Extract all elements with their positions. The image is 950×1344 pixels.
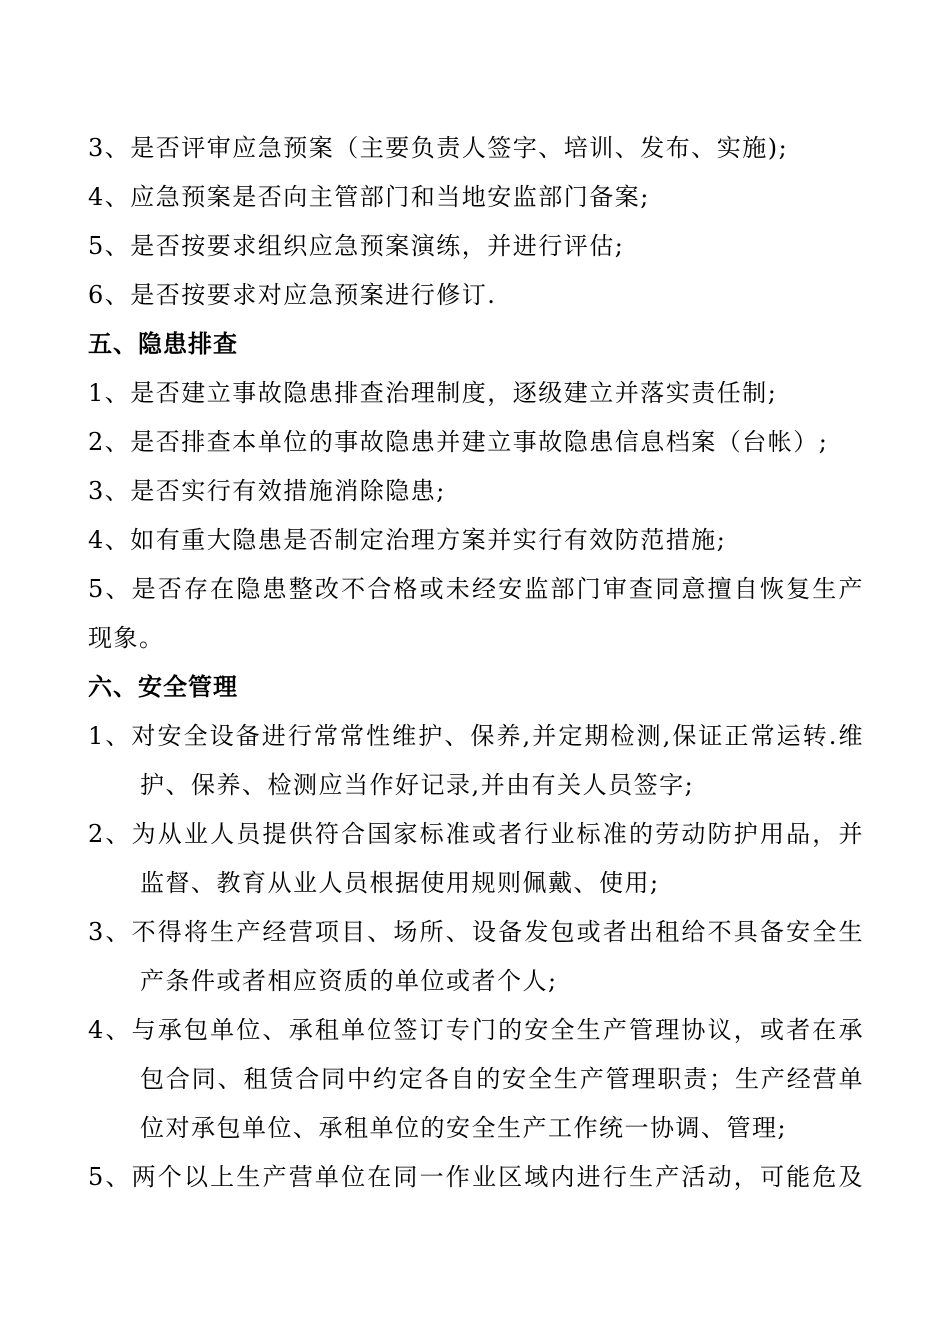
item-line: 1、是否建立事故隐患排查治理制度，逐级建立并落实责任制; (88, 379, 778, 407)
item-line: 1、对安全设备进行常常性维护、保养,并定期检测,保证正常运转.维 (88, 722, 864, 750)
item-line-continuation: 护、保养、检测应当作好记录,并由有关人员签字; (140, 771, 695, 799)
item-line: 4、如有重大隐患是否制定治理方案并实行有效防范措施; (88, 526, 727, 554)
item-line-continuation: 监督、教育从业人员根据使用规则佩戴、使用; (140, 869, 660, 897)
item-line: 3、不得将生产经营项目、场所、设备发包或者出租给不具备安全生 (88, 918, 864, 946)
item-line: 5、两个以上生产营单位在同一作业区域内进行生产活动，可能危及 (88, 1163, 864, 1191)
section-heading: 六、安全管理 (88, 673, 238, 701)
item-line: 3、是否实行有效措施消除隐患; (88, 477, 446, 505)
item-line-continuation: 产条件或者相应资质的单位或者个人; (140, 967, 558, 995)
item-line: 2、是否排查本单位的事故隐患并建立事故隐患信息档案（台帐）; (88, 428, 829, 456)
item-line: 6、是否按要求对应急预案进行修订. (88, 281, 497, 309)
item-line: 3、是否评审应急预案（主要负责人签字、培训、发布、实施); (88, 134, 789, 162)
item-line: 5、是否按要求组织应急预案演练，并进行评估; (88, 232, 625, 260)
item-line-continuation: 位对承包单位、承租单位的安全生产工作统一协调、管理; (140, 1114, 788, 1142)
item-line: 2、为从业人员提供符合国家标准或者行业标准的劳动防护用品，并 (88, 820, 864, 848)
document-page (88, 124, 868, 1202)
item-line: 5、是否存在隐患整改不合格或未经安监部门审查同意擅自恢复生产 (88, 575, 864, 603)
item-line-continuation: 包合同、租赁合同中约定各自的安全生产管理职责；生产经营单 (140, 1065, 864, 1093)
section-heading: 五、隐患排查 (88, 330, 238, 358)
item-line-continuation: 现象。 (88, 624, 165, 652)
item-line: 4、应急预案是否向主管部门和当地安监部门备案; (88, 183, 650, 211)
item-line: 4、与承包单位、承租单位签订专门的安全生产管理协议，或者在承 (88, 1016, 864, 1044)
